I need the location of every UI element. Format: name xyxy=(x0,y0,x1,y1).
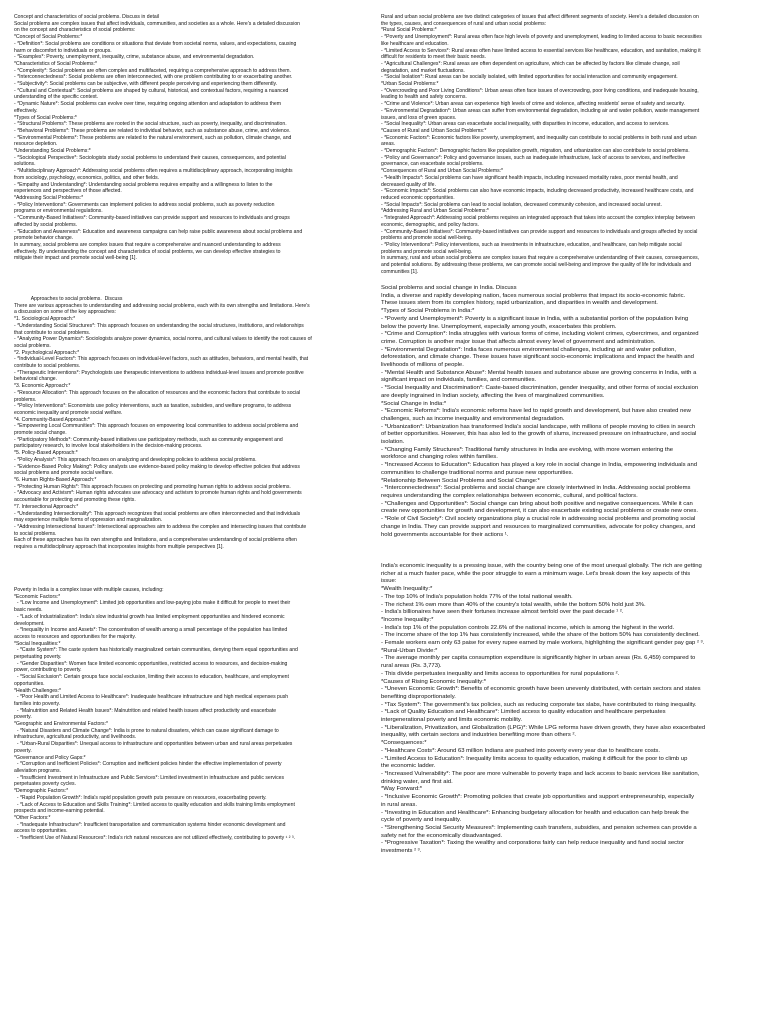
text-line: - *Progressive Taxation*: Taxing the wealthy and corporations fairly can help reduce inequality and fund social sector xyxy=(381,840,684,847)
text-line: - *Environmental Degradation*: India faces numerous environmental challenges, including air and water pollution, xyxy=(381,346,677,353)
text-line: effectively. xyxy=(14,107,38,114)
text-line: - *Subjectivity*: Social problems can be subjective, with different people perceiving and experiencing them differently. xyxy=(14,81,278,88)
text-line: - *Dynamic Nature*: Social problems can evolve over time, requiring ongoing attention and adaptation to address them xyxy=(14,101,282,108)
text-line: hold governments accountable for their actions ¹. xyxy=(381,531,509,538)
text-line: - *Inequality in Income and Assets*: The concentration of wealth among a small percentage of the population has limited xyxy=(14,627,288,634)
text-line: social problems and promote social welfare. xyxy=(14,470,114,477)
text-line: harm or discomfort to individuals or groups. xyxy=(14,47,112,54)
text-line: - *Health Impacts*: Social problems can have significant health impacts, including increased mortality rates, poor mental health, and xyxy=(381,174,678,181)
text-line: affected by social problems. xyxy=(14,221,78,228)
right-column xyxy=(381,14,757,1014)
text-line: like healthcare and education. xyxy=(381,40,449,47)
text-line: *1. Sociological Approach:* xyxy=(14,316,76,323)
text-line: - *Multidisciplinary Approach*: Addressing social problems often requires a multidisciplinary approach, incorporating insights xyxy=(14,168,293,175)
text-line: social problems. xyxy=(14,342,51,349)
text-line: the types, causes, and consequences of rural and urban social problems: xyxy=(381,20,547,27)
text-line: - *Integrated Approach*: Addressing social problems requires an integrated approach that takes into account the complex interplay between xyxy=(381,215,696,222)
text-line: alleviation programs. xyxy=(14,767,61,774)
text-line: *5. Policy-Based Approach:* xyxy=(14,450,78,457)
text-line: - *Poverty and Unemployment*: Poverty is a significant issue in India, with a substantial portion of the population living xyxy=(381,315,689,322)
text-line: a discussion on some of the key approaches: xyxy=(14,309,116,316)
text-line: - The income share of the top 1% has consistently increased, while the share of the bottom 50% has consistently declined. xyxy=(381,632,700,639)
text-line: - *Individual-Level Factors*: This approach focuses on individual-level factors, such as attitudes, behaviors, and mental health, that xyxy=(14,356,309,363)
text-line: development. xyxy=(14,620,45,627)
text-line: - The top 10% of India's population holds 77% of the total national wealth. xyxy=(381,593,573,600)
text-line: - *Environmental Degradation*: Urban areas can suffer from environmental degradation, including air and water pollution, waste management xyxy=(381,107,700,114)
text-line: - *Social Impacts*: Social problems can lead to social isolation, decreased community cohesion, and increased social unrest. xyxy=(381,201,662,208)
text-line: *Rural-Urban Divide:* xyxy=(381,647,438,654)
text-line: *Relationship Between Social Problems and Social Change:* xyxy=(381,477,540,484)
text-line: problems. xyxy=(14,396,37,403)
text-line: - *Tax System*: The government's tax policies, such as reducing corporate tax slabs, have contributed to rising inequality. xyxy=(381,701,697,708)
text-line: - *Economic Factors*: Economic factors like poverty, unemployment, and inequality can contribute to social problems in both rural and urban xyxy=(381,134,697,141)
text-line: below the poverty line. Unemployment, especially among youth, exacerbates this problem. xyxy=(381,323,617,330)
text-line: - India's top 1% of the population controls 22.6% of the national income, which is among the highest in the world. xyxy=(381,624,675,631)
text-line: - *Increased Vulnerability*: The poor are more vulnerable to poverty traps and lack access to basic services like sanitation, xyxy=(381,770,700,777)
text-line: *Consequences of Rural and Urban Social Problems:* xyxy=(381,168,504,175)
text-line: - *Limited Access to Education*: Inequality limits access to quality education, making it difficult for the poor to climb up xyxy=(381,755,688,762)
text-line: - *Lack of Industrialization*: India's slow industrial growth has limited employment opportunities and hindered economic xyxy=(14,613,285,620)
text-line: - *Role of Civil Society*: Civil society organizations play a crucial role in addressing social problems and promoting social xyxy=(381,516,696,523)
text-line: solutions. xyxy=(14,161,36,168)
text-line: *Characteristics of Social Problems:* xyxy=(14,60,97,67)
text-line: These issues stem from its complex history, rapid urbanization, and disparities in wealth and development. xyxy=(381,300,658,307)
text-line: *Concept of Social Problems:* xyxy=(14,34,83,41)
text-line: rural areas (Rs. 3,773). xyxy=(381,663,442,670)
text-line: - Female workers earn only 63 paise for every rupee earned by male workers, highlighting the significant gender pay gap ² ³. xyxy=(381,640,705,647)
text-line: resource depletion. xyxy=(14,141,58,148)
text-line: - *Investing in Education and Healthcare*: Enhancing budgetary allocation for health and education can help break the xyxy=(381,809,689,816)
text-line: - *Education and Awareness*: Education and awareness campaigns can help raise public awareness about social problems and xyxy=(14,228,303,235)
text-line: - *Lack of Quality Education and Healthcare*: Limited access to quality education and healthcare perpetuates xyxy=(381,709,666,716)
text-line: - *Definition*: Social problems are conditions or situations that deviate from societal norms, values, and expectations, causing xyxy=(14,40,297,47)
text-line: *Urban Social Problems:* xyxy=(381,81,439,88)
text-line: perpetuates poverty cycles. xyxy=(14,781,77,788)
text-line: communities [1]. xyxy=(381,268,419,275)
text-line: benefiting disproportionately. xyxy=(381,693,456,700)
concept-of-social-problems-section xyxy=(14,14,386,290)
text-line: - *Policy Interventions*: Governments can implement policies to address social problems, such as poverty reduction xyxy=(14,201,275,208)
text-line: leading to health and safety concerns. xyxy=(381,94,467,101)
text-line: requires understanding the complex relationships between economic, cultural, and political factors. xyxy=(381,492,638,499)
text-line: *Income Inequality:* xyxy=(381,616,434,623)
text-line: - *Behavioral Problems*: These problems are related to individual behavior, such as substance abuse, crime, and violence. xyxy=(14,127,291,134)
text-line: safety net for the economically disadvantaged. xyxy=(381,832,503,839)
text-line: - *Agricultural Challenges*: Rural areas are often dependent on agriculture, which can be affected by factors like climate change, soil xyxy=(381,60,680,67)
text-line: difficult for residents to meet their basic needs. xyxy=(381,54,486,61)
text-line: - *Urbanization*: Urbanization has transformed India's social landscape, with millions of people moving to cities in search xyxy=(381,423,696,430)
text-line: *Social Inequalities:* xyxy=(14,640,61,647)
text-line: - *Economic Reforms*: India's economic reforms have led to rapid growth and development, but have also created new xyxy=(381,408,691,415)
text-line: *Addressing Social Problems:* xyxy=(14,194,84,201)
text-line: - *Community-Based Initiatives*: Community-based initiatives can provide support and resources to individuals and groups affected by social xyxy=(381,228,698,235)
text-line: - *Natural Disasters and Climate Change*: India is prone to natural disasters, which can cause significant damage to xyxy=(14,727,279,734)
text-line: - *Protecting Human Rights*: This approach focuses on protecting and promoting human rights to address social problems. xyxy=(14,483,291,490)
text-line: requires a multidisciplinary approach that incorporates insights from multiple perspectives [1]. xyxy=(14,544,224,551)
text-line: investments ² ³. xyxy=(381,848,422,855)
text-line: - *Limited Access to Services*: Rural areas often have limited access to essential services like healthcare, education, and sanitation, making it xyxy=(381,47,701,54)
text-line: - *Increased Access to Education*: Education has played a key role in social change in India, empowering individuals and xyxy=(381,462,697,469)
text-line: Each of these approaches has its own strengths and limitations, and a comprehensive understanding of social problems often xyxy=(14,537,297,544)
text-line: *Wealth Inequality:* xyxy=(381,586,433,593)
text-line: families into poverty. xyxy=(14,700,61,707)
text-line: richer at a much faster pace, while the poor struggle to earn a minimum wage. Let's break down the key aspects of this xyxy=(381,570,691,577)
text-line: economic inequality and promote social welfare. xyxy=(14,409,123,416)
text-line: - *Participatory Methods*: Community-based initiatives use participatory methods, such as community engagement and xyxy=(14,436,283,443)
text-line: - *Gender Disparities*: Women face limited economic opportunities, restricted access to resources, and decision-making xyxy=(14,660,288,667)
text-line: - *Caste System*: The caste system has historically marginalized certain communities, denying them equal opportunities and xyxy=(14,647,298,654)
text-line: - *Complexity*: Social problems are often complex and multifaceted, requiring a comprehensive approach to address them. xyxy=(14,67,291,74)
text-line: - *Understanding Social Structures*: This approach focuses on understanding the social structures, institutions, and relationships xyxy=(14,322,304,329)
text-line: - *Policy Interventions*: Economists use policy interventions, such as taxation, subsidies, and welfare programs, to address xyxy=(14,403,292,410)
text-line: workforce and changing roles within families. xyxy=(381,454,498,461)
text-line: - *Crime and Corruption*: India struggles with various forms of crime, including violent crimes, cybercrimes, and organized xyxy=(381,331,699,338)
text-line: isolation. xyxy=(381,439,405,446)
text-line: - *Economic Impacts*: Social problems can also have economic impacts, including decreased productivity, increased healthcare costs, and xyxy=(381,188,694,195)
text-line: - *Evidence-Based Policy Making*: Policy analysts use evidence-based policy making to develop effective policies that address xyxy=(14,463,300,470)
text-line: from sociology, psychology, economics, politics, and other fields. xyxy=(14,174,160,181)
text-line: *Social Change in India:* xyxy=(381,400,447,407)
text-line: promote social change. xyxy=(14,430,67,437)
text-line: - *Interconnectedness*: Social problems are often interconnected, with one problem contributing to or exacerbating another. xyxy=(14,74,293,81)
text-line: *Other Factors:* xyxy=(14,814,51,821)
text-line: problems and promote social well-being. xyxy=(381,248,473,255)
text-line: Approaches to social problems. Discuss xyxy=(14,296,123,302)
text-line: - *Resource Allocation*: This approach focuses on the allocation of resources and the economic factors that contribute to social xyxy=(14,389,301,396)
text-line: - *Poor Health and Limited Access to Healthcare*: Inadequate healthcare infrastructure and high medical expenses push xyxy=(14,694,289,701)
text-line: create new opportunities for growth and development, it can also exacerbate existing social problems or create new ones. xyxy=(381,508,698,515)
text-line: inequality, with certain sectors and industries benefiting more than others ². xyxy=(381,732,577,739)
text-line: *2. Psychological Approach:* xyxy=(14,349,80,356)
text-line: - *Empathy and Understanding*: Understanding social problems requires empathy and a willingness to listen to the xyxy=(14,181,273,188)
text-line: *Addressing Rural and Urban Social Problems:* xyxy=(381,208,489,215)
text-line: - *Crime and Violence*: Urban areas can experience high levels of crime and violence, affecting residents' sense of safety and security. xyxy=(381,101,685,108)
text-line: infrastructure, agricultural productivity, and livelihoods. xyxy=(14,734,137,741)
text-line: - *Poverty and Unemployment*: Rural areas often face high levels of poverty and unemployment, leading to limited access to basic necessities xyxy=(381,34,702,41)
text-line: understanding of the specific context. xyxy=(14,94,99,101)
text-line: - *Policy Interventions*: Policy interventions, such as investments in infrastructure, education, and healthcare, can help mitigate social xyxy=(381,241,682,248)
text-line: - *Community-Based Initiatives*: Community-based initiatives can provide support and resources to individuals and groups xyxy=(14,215,290,222)
text-line: areas. xyxy=(381,141,396,148)
text-line: - *Uneven Economic Growth*: Benefits of economic growth have been unevenly distributed, with certain sectors and states xyxy=(381,686,701,693)
text-line: are deeply ingrained in Indian society, affecting the lives of marginalized communities. xyxy=(381,392,605,399)
text-line: - *Analyzing Power Dynamics*: Sociologists analyze power dynamics, social norms, and cultural values to identify the root causes of xyxy=(14,336,312,343)
text-line: - *Structural Problems*: These problems are rooted in the social structure, such as poverty, inequality, and discrimination. xyxy=(14,121,287,128)
text-line: problems and promote social well-being. xyxy=(381,235,473,242)
text-line: - *Understanding Intersectionality*: This approach recognizes that social problems are often interconnected and that individuals xyxy=(14,510,301,517)
rural-urban-social-problems-section xyxy=(381,14,757,276)
text-line: *4. Community-Based Approach:* xyxy=(14,416,90,423)
text-line: access to opportunities. xyxy=(14,828,68,835)
text-line: intergenerational poverty and limits economic mobility. xyxy=(381,717,523,724)
text-line: challenges, such as income inequality and environmental degradation. xyxy=(381,415,565,422)
text-line: - *Demographic Factors*: Demographic factors like population growth, migration, and urbanization can also contribute to social problems. xyxy=(381,148,690,155)
text-line: *Health Challenges:* xyxy=(14,687,62,694)
text-line: *7. Intersectional Approach:* xyxy=(14,503,79,510)
text-line: perpetuating poverty. xyxy=(14,654,62,661)
text-line: In summary, social problems are complex issues that require a comprehensive and nuanced understanding to address xyxy=(14,241,281,248)
text-line: - This divide perpetuates inequality and limits access to opportunities for rural populations ². xyxy=(381,670,620,677)
text-line: *Geographic and Environmental Factors:* xyxy=(14,721,109,728)
text-line: in rural areas. xyxy=(381,801,418,808)
text-line: - *Examples*: Poverty, unemployment, inequality, crime, substance abuse, and environmental degradation. xyxy=(14,54,255,61)
text-line: - *Changing Family Structures*: Traditional family structures in India are evolving, with more women entering the xyxy=(381,446,674,453)
text-line: - *Corruption and Inefficient Policies*: Corruption and inefficient policies hinder the effective implementation of poverty xyxy=(14,761,282,768)
text-line: decreased quality of life. xyxy=(381,181,436,188)
text-line: basic needs. xyxy=(14,607,43,614)
text-line: degradation, and market fluctuations. xyxy=(381,67,465,74)
text-line: - *Social Exclusion*: Certain groups face social exclusion, limiting their access to education, healthcare, and employment xyxy=(14,674,289,681)
text-line: mitigate their impact and promote social well-being [1]. xyxy=(14,255,137,262)
text-line: - *Policy Analysis*: This approach focuses on analyzing and developing policies to address social problems. xyxy=(14,456,257,463)
text-line: *Causes of Rural and Urban Social Problems:* xyxy=(381,127,487,134)
text-line: - *Strengthening Social Security Measures*: Implementing cash transfers, subsidies, and pension schemes can provide a xyxy=(381,824,697,831)
text-line: that contribute to social problems. xyxy=(14,329,91,336)
text-line: of better opportunities. However, this has also led to the growth of slums, increased pressure on infrastructure, and social xyxy=(381,431,697,438)
text-line: - *Inadequate Infrastructure*: Insufficient transportation and communication systems hinder economic development and xyxy=(14,821,286,828)
text-line: poverty. xyxy=(14,747,32,754)
text-line: Poverty in India is a complex issue with multiple causes, including: xyxy=(14,587,164,593)
text-line: - *Social Inequality*: Urban areas can exacerbate social inequality, with disparities in income, education, and access to services. xyxy=(381,121,670,128)
text-line: participatory research, to involve local stakeholders in the decision-making process. xyxy=(14,443,203,450)
text-line: economic, demographic, and policy factors. xyxy=(381,221,479,228)
text-line: - The richest 1% own more than 40% of the country's total wealth, while the bottom 50% hold just 3%. xyxy=(381,601,646,608)
left-column xyxy=(14,14,386,1014)
text-line: *Understanding Social Problems:* xyxy=(14,148,91,155)
text-line: - *Lack of Access to Education and Skills Training*: Limited access to quality education and skills training limits employment xyxy=(14,801,295,808)
text-line: - *Urban-Rural Disparities*: Unequal access to infrastructure and opportunities between urban and rural areas perpetuates xyxy=(14,741,293,748)
text-line: - *Mental Health and Substance Abuse*: Mental health issues and substance abuse are growing concerns in India, with a xyxy=(381,369,697,376)
text-line: - *Policy and Governance*: Policy and governance issues, such as inadequate infrastructure, lack of access to services, and ineffective xyxy=(381,154,686,161)
text-line: experiences and perspectives of those affected. xyxy=(14,188,122,195)
text-line: - *Sociological Perspective*: Sociologists study social problems to understand their causes, consequences, and potential xyxy=(14,154,286,161)
text-line: - *Insufficient Investment in Infrastructure and Public Services*: Limited investment in infrastructure and public services xyxy=(14,774,284,781)
text-line: Social problems and social change in India. Discuss xyxy=(381,285,517,291)
text-line: - *Challenges and Opportunities*: Social change can bring about both positive and negative consequences. While it can xyxy=(381,500,693,507)
text-line: In summary, rural and urban social problems are complex issues that require a comprehensive understanding of their causes, consequences, xyxy=(381,255,700,262)
text-line: significant impact on individuals, families, and communities. xyxy=(381,377,537,384)
text-line: *Demographic Factors:* xyxy=(14,788,69,795)
text-line: - *Liberalization, Privatization, and Globalization (LPG)*: While LPG reforms have driven growth, they have also exacerbated xyxy=(381,724,706,731)
text-line: to social problems. xyxy=(14,530,57,537)
text-line: *Rural Social Problems:* xyxy=(381,27,437,34)
text-line: - India's billionaires have seen their fortunes increase almost tenfold over the past decade ¹ ². xyxy=(381,609,624,616)
text-line: *Types of Social Problems:* xyxy=(14,114,77,121)
text-line: drinking water, and first aid. xyxy=(381,778,453,785)
text-line: Social problems are complex issues that affect individuals, communities, and societies as a whole. Here's a detailed discussion xyxy=(14,20,300,27)
text-line: Concept and characteristics of social problems. Discuss in detail xyxy=(14,14,159,20)
text-line: *Economic Factors:* xyxy=(14,593,61,600)
text-line: - *Therapeutic Interventions*: Psychologists use therapeutic interventions to address individual-level issues and promote positive xyxy=(14,369,304,376)
text-line: *3. Economic Approach:* xyxy=(14,383,71,390)
text-line: - *Advocacy and Activism*: Human rights advocates use advocacy and activism to promote human rights and hold governments xyxy=(14,490,302,497)
text-line: *6. Human Rights-Based Approach:* xyxy=(14,476,97,483)
text-line: - *Interconnectedness*: Social problems and social change are closely intertwined in India. Addressing social problems xyxy=(381,485,691,492)
text-line: reduced economic opportunities. xyxy=(381,194,455,201)
text-line: *Way Forward:* xyxy=(381,786,423,793)
text-line: cycle of poverty and inequality. xyxy=(381,817,462,824)
text-line: issues, and loss of green spaces. xyxy=(381,114,457,121)
text-line: - *Environmental Problems*: These problems are related to the natural environment, such as pollution, climate change, and xyxy=(14,134,292,141)
text-line: on the concept and characteristics of social problems: xyxy=(14,27,136,34)
text-line: *Types of Social Problems in India:* xyxy=(381,308,475,315)
text-line: change in India. They can provide support and resources to marginalized communities, advocate for policy changes, and xyxy=(381,523,696,530)
text-line: - *Low Income and Unemployment*: Limited job opportunities and low-paying jobs make it difficult for people to meet their xyxy=(14,600,291,607)
text-line: prospects and income-earning potential. xyxy=(14,808,105,815)
text-line: - *Social Isolation*: Rural areas can be socially isolated, with limited opportunities for social interaction and community engagement. xyxy=(381,74,678,81)
text-line: India, a diverse and rapidly developing nation, faces numerous social problems that impact its socio-economic fabric. xyxy=(381,292,686,299)
text-line: promote behavior change. xyxy=(14,235,74,242)
poverty-in-india-section xyxy=(14,587,386,877)
economic-inequality-india-section xyxy=(381,563,757,883)
social-problems-and-change-india-section xyxy=(381,285,757,555)
text-line: - *Empowering Local Communities*: This approach focuses on empowering local communities to address social problems and xyxy=(14,423,299,430)
text-line: livelihoods of millions of people. xyxy=(381,362,464,369)
text-line: - *Social Inequality and Discrimination*: Caste-based discrimination, gender inequality, and other forms of social exclusion xyxy=(381,385,699,392)
text-line: power, contributing to poverty. xyxy=(14,667,82,674)
text-line: *Consequences:* xyxy=(381,740,427,747)
text-line: and potential solutions. By addressing these problems, we can promote social well-being and improve the quality of life for individuals and xyxy=(381,262,692,269)
text-line: poverty. xyxy=(14,714,32,721)
text-line: effectively. By understanding the concept and characteristics of social problems, we can develop effective strategies to xyxy=(14,248,281,255)
text-line: behavioral change. xyxy=(14,376,58,383)
text-line: may experience multiple forms of oppression and marginalization. xyxy=(14,517,163,524)
text-line: - *Cultural and Contextual*: Social problems are shaped by cultural, historical, and contextual factors, requiring a nuanced xyxy=(14,87,289,94)
text-line: - *Overcrowding and Poor Living Conditions*: Urban areas often face issues of overcrowding, poor living conditions, and inadequate housing, xyxy=(381,87,699,94)
text-line: - *Healthcare Costs*: Around 63 million Indians are pushed into poverty every year due to healthcare costs. xyxy=(381,747,660,754)
text-line: India's economic inequality is a pressing issue, with the country being one of the most unequal globally. The rich are getting xyxy=(381,563,702,569)
text-line: - *Inclusive Economic Growth*: Promoting policies that create job opportunities and support entrepreneurship, especially xyxy=(381,794,695,801)
text-line: programs or environmental regulations. xyxy=(14,208,103,215)
text-line: contribute to social problems. xyxy=(14,363,81,370)
approaches-to-social-problems-section xyxy=(14,296,386,576)
text-line: - *Addressing Intersectional Issues*: Intersectional approaches aim to address the complex and intersecting issues that contribute xyxy=(14,523,307,530)
text-line: the economic ladder. xyxy=(381,763,436,770)
text-line: communities to challenge traditional norms and pursue new opportunities. xyxy=(381,469,574,476)
text-line: There are various approaches to understanding and addressing social problems, each with its own strengths and limitations. Here's xyxy=(14,302,310,309)
text-line: Rural and urban social problems are two distinct categories of issues that affect different segments of society. Here's a detailed discussion on xyxy=(381,14,699,20)
text-line: governance, can exacerbate social problems. xyxy=(381,161,484,168)
text-line: - *Inefficient Use of Natural Resources*: India's rich natural resources are not utilized effectively, contributing to poverty ¹ ² ³. xyxy=(14,835,295,842)
text-line: *Governance and Policy Gaps:* xyxy=(14,754,86,761)
text-line: - *Malnutrition and Related Health Issues*: Malnutrition and related health issues affect productivity and exacerbate xyxy=(14,707,277,714)
text-line: access to resources and opportunities for the majority. xyxy=(14,633,136,640)
text-line: opportunities. xyxy=(14,680,45,687)
text-line: crime. Corruption is another major issue that affects almost every level of government and administration. xyxy=(381,338,656,345)
text-line: - *Rapid Population Growth*: India's rapid population growth puts pressure on resources, exacerbating poverty. xyxy=(14,794,267,801)
text-line: deforestation, and climate change. These issues have significant socio-economic implications and impact the health and xyxy=(381,354,694,361)
text-line: - The average monthly per capita consumption expenditure is significantly higher in urban areas (Rs. 6,459) compared to xyxy=(381,655,696,662)
text-line: accountable for protecting and promoting these rights. xyxy=(14,497,136,504)
text-line: *Causes of Rising Economic Inequality:* xyxy=(381,678,487,685)
text-line: issue: xyxy=(381,578,397,585)
